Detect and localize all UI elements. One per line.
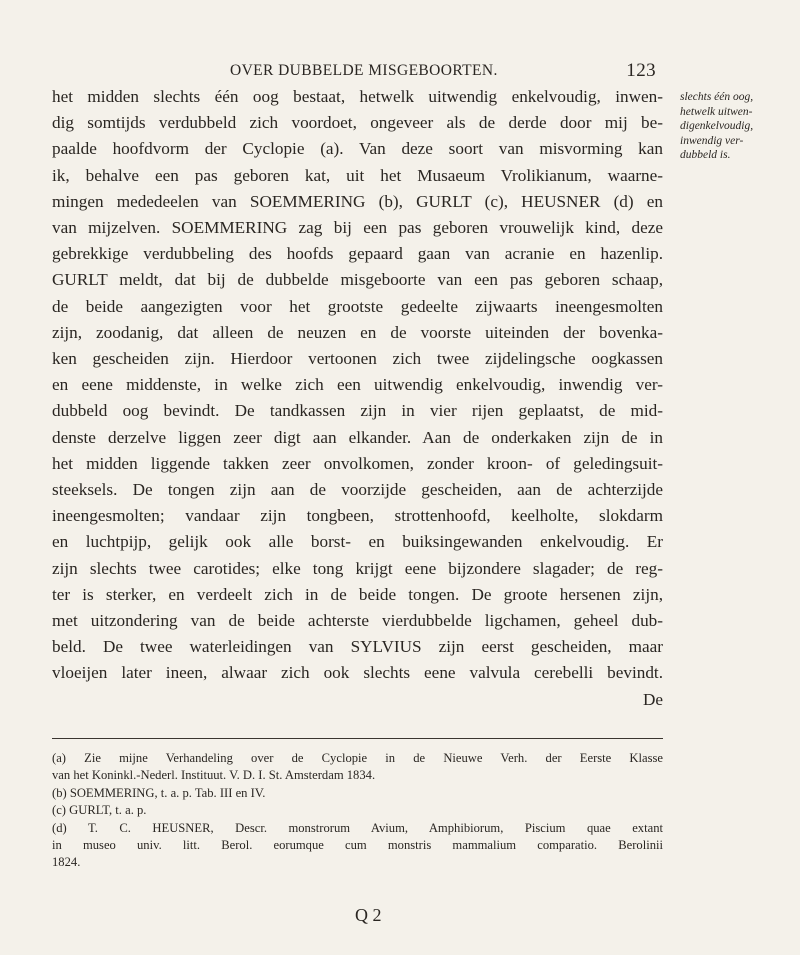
- margin-note-line: dubbeld is.: [680, 149, 731, 161]
- body-line: van mijzelven. SOEMMERING zag bij een pas geboren vrouwelijk kind, deze: [52, 218, 663, 238]
- page-number: 123: [626, 60, 656, 81]
- body-line: dig somtijds verdubbeld zich voordoet, ongeveer als de derde door mij be-: [52, 113, 663, 133]
- running-title: OVER DUBBELDE MISGEBOORTEN.: [230, 62, 498, 79]
- body-line: ineengesmolten; vandaar zijn tongbeen, strottenhoofd, keelholte, slokdarm: [52, 506, 663, 526]
- footnote-divider: [52, 738, 663, 739]
- catchword: De: [642, 689, 663, 709]
- body-line: ter is sterker, en verdeelt zich in de beide tongen. De groote hersenen zijn,: [52, 584, 663, 604]
- margin-note-line: slechts één oog,: [680, 91, 754, 103]
- footnote-b: (b) SOEMMERING, t. a. p. Tab. III en IV.: [52, 785, 266, 800]
- footnotes: [52, 750, 663, 872]
- signature-mark: Q 2: [355, 905, 382, 925]
- footnote-a-line: (a) Zie mijne Verhandeling over de Cyclopie in de Nieuwe Verh. der Eerste Klasse: [52, 751, 663, 765]
- body-line: het midden liggende takken zeer onvolkomen, zonder kroon- of geledingsuit-: [52, 453, 663, 473]
- body-line: en luchtpijp, gelijk ook alle borst- en buiksingewanden enkelvoudig. Er: [52, 532, 663, 552]
- body-line: met uitzondering van de beide achterste vierdubbelde ligchamen, geheel dub-: [52, 611, 663, 631]
- body-line: ken gescheiden zijn. Hierdoor vertoonen zich twee zijdelingsche oogkassen: [52, 349, 663, 369]
- body-line: en eene middenste, in welke zich een uitwendig enkelvoudig, inwendig ver-: [52, 375, 663, 395]
- body-line: mingen mededeelen van SOEMMERING (b), GURLT (c), HEUSNER (d) en: [52, 191, 663, 211]
- body-line: paalde hoofdvorm der Cyclopie (a). Van deze soort van misvorming kan: [52, 139, 663, 159]
- footnote-d-line: (d) T. C. HEUSNER, Descr. monstrorum Avium, Amphibiorum, Piscium quae extant: [52, 820, 663, 835]
- body-line: gebrekkige verdubbeling des hoofds gepaard gaan van acranie en hazenlip.: [52, 244, 663, 264]
- body-line: het midden slechts één oog bestaat, hetwelk uitwendig enkelvoudig, inwen-: [52, 87, 663, 106]
- margin-note-line: hetwelk uitwen-: [680, 105, 753, 118]
- body-line: zijn slechts twee carotides; elke tong krijgt eene bijzondere slagader; de reg-: [52, 558, 663, 578]
- body-text: [52, 84, 663, 713]
- footnote-c: (c) GURLT, t. a. p.: [52, 803, 147, 818]
- body-line: dubbeld oog bevindt. De tandkassen zijn in vier rijen geplaatst, de mid-: [52, 401, 663, 421]
- body-line: de beide aangezigten voor het grootste gedeelte zijwaarts ineengesmolten: [52, 296, 663, 316]
- body-line: GURLT meldt, dat bij de dubbelde misgeboorte van een pas geboren schaap,: [52, 270, 663, 290]
- footnote-a-line: van het Koninkl.-Nederl. Instituut. V. D. I. St. Amsterdam 1834.: [52, 768, 376, 783]
- body-line: zijn, zoodanig, dat alleen de neuzen en de voorste uiteinden der bovenka-: [52, 322, 663, 342]
- body-line: ik, behalve een pas geboren kat, uit het Musaeum Vrolikianum, waarne-: [52, 165, 663, 185]
- margin-note-line: digenkelvoudig,: [680, 120, 754, 132]
- body-line: steeksels. De tongen zijn aan de voorzijde gescheiden, aan de achterzijde: [52, 480, 663, 500]
- footnote-d-line: in museo univ. litt. Berol. eorumque cum monstris mammalium comparatio. Berolinii: [52, 838, 663, 853]
- footnote-d-line: 1824.: [52, 855, 81, 870]
- body-line: vloeijen later ineen, alwaar zich ook slechts eene valvula cerebelli bevindt.: [52, 663, 663, 683]
- body-line: denste derzelve liggen zeer digt aan elkander. Aan de onderkaken zijn de in: [52, 427, 663, 447]
- margin-note-line: inwendig ver-: [680, 134, 744, 147]
- margin-note: [680, 90, 795, 163]
- body-line: beld. De twee waterleidingen van SYLVIUS zijn eerst gescheiden, maar: [52, 637, 663, 657]
